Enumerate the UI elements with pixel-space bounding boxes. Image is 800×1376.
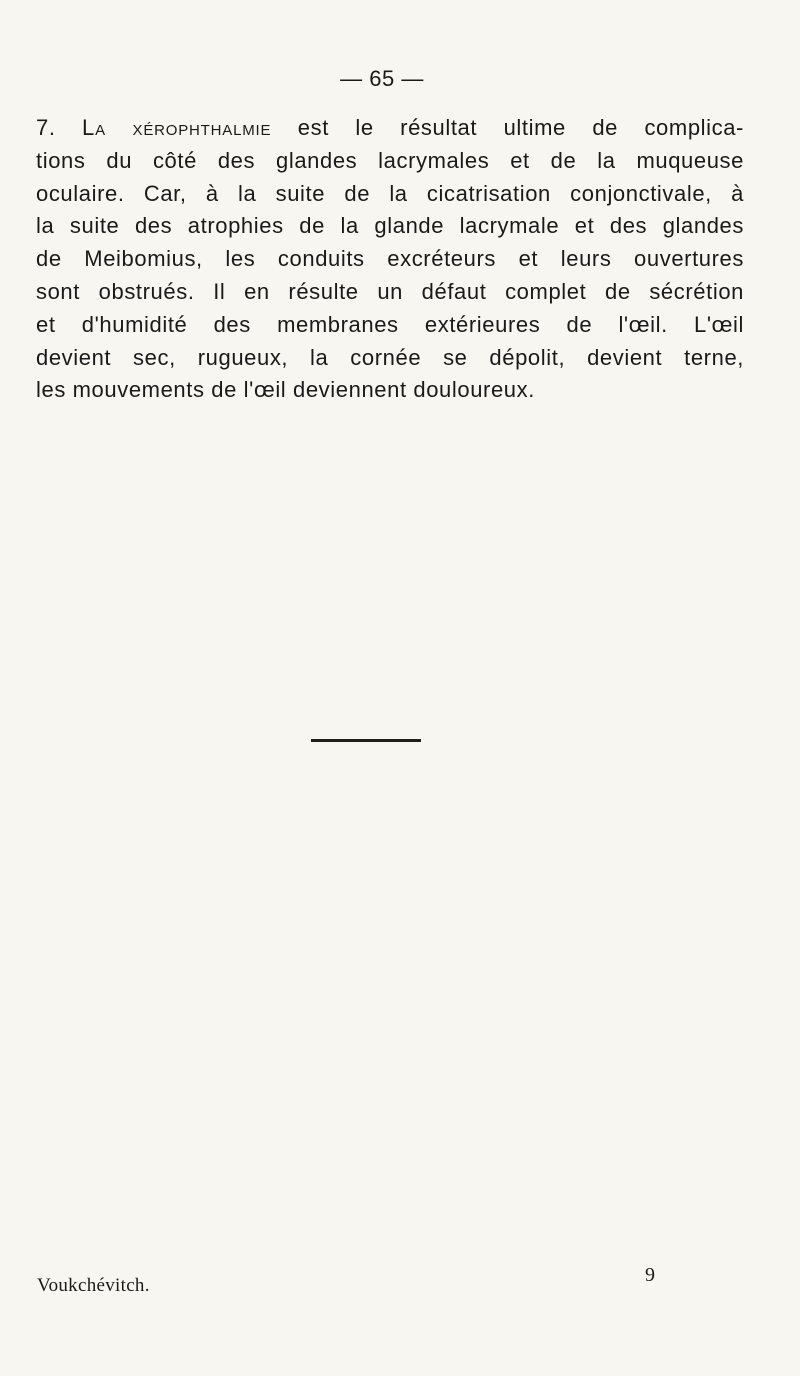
paragraph-line-8: devient sec, rugueux, la cornée se dépolit, devient terne, <box>36 344 744 370</box>
paragraph-line-1 <box>36 112 744 145</box>
paragraph-7 <box>36 112 744 407</box>
paragraph-heading: La xérophthalmie <box>82 115 272 140</box>
page-number: — 65 — <box>340 66 424 91</box>
paragraph-line-3: oculaire. Car, à la suite de la cicatrisation conjonctivale, à <box>36 180 744 206</box>
section-divider <box>311 739 421 742</box>
paragraph-line-2: tions du côté des glandes lacrymales et de la muqueuse <box>36 147 744 173</box>
footer-author: Voukchévitch. <box>37 1275 150 1296</box>
paragraph-line-7: et d'humidité des membranes extérieures de l'œil. L'œil <box>36 311 744 337</box>
paragraph-line-9: les mouvements de l'œil deviennent douloureux. <box>36 377 535 403</box>
paragraph-number: 7. <box>36 115 56 140</box>
paragraph-line-5: de Meibomius, les conduits excréteurs et leurs ouvertures <box>36 246 744 272</box>
paragraph-line-4: la suite des atrophies de la glande lacrymale et des glandes <box>36 213 744 239</box>
paragraph-line-6: sont obstrués. Il en résulte un défaut complet de sécrétion <box>36 278 744 304</box>
footer-signature-number: 9 <box>645 1264 655 1286</box>
paragraph-line-1-text: est le résultat ultime de complica- <box>271 115 744 140</box>
